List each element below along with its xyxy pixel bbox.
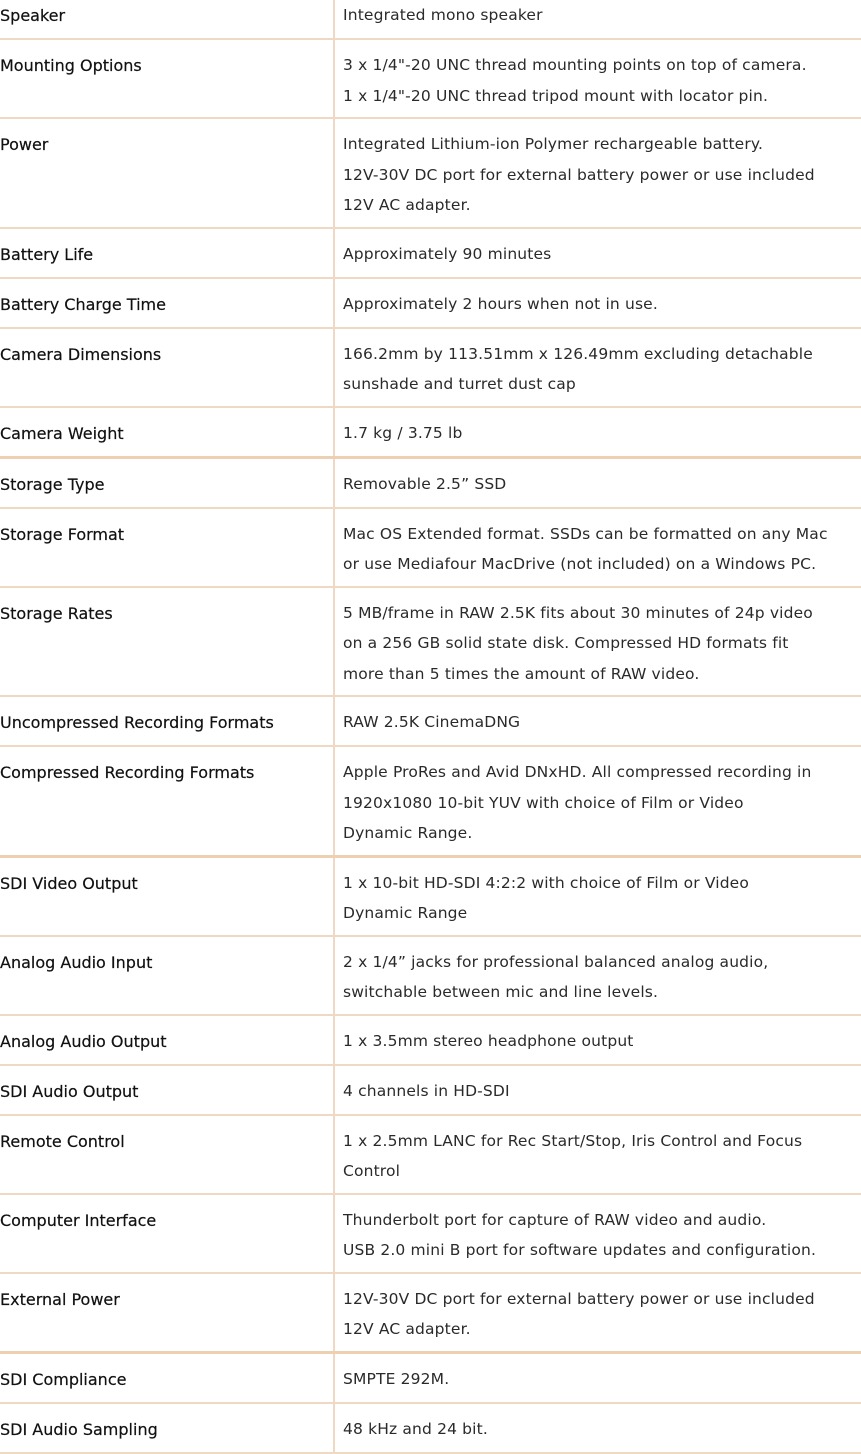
spec-row (0, 587, 861, 697)
spec-value-cell (334, 278, 861, 328)
spec-value-cell (334, 1194, 861, 1273)
spec-value-line: switchable between mic and line levels. (343, 983, 659, 1001)
spec-label: Storage Rates (0, 603, 113, 623)
spec-label-cell (0, 407, 334, 458)
spec-value-cell (334, 228, 861, 278)
spec-value-line: Integrated mono speaker (343, 6, 543, 24)
spec-value-line: Control (343, 1162, 401, 1180)
spec-value-line: more than 5 times the amount of RAW video. (343, 664, 700, 683)
spec-value-cell (334, 1403, 861, 1453)
spec-label-cell (0, 856, 334, 936)
spec-value-cell (334, 746, 861, 856)
spec-value-cell (334, 936, 861, 1015)
spec-value-line: Thunderbolt port for capture of RAW video and audio. (343, 1210, 767, 1229)
spec-value-cell (334, 587, 861, 697)
spec-value-line: sunshade and turret dust cap (343, 375, 576, 393)
spec-value-line: Apple ProRes and Avid DNxHD. All compressed recording in (343, 763, 812, 781)
spec-value-line: 3 x 1/4"-20 UNC thread mounting points on top of camera. (343, 56, 807, 74)
spec-value-line: Integrated Lithium-ion Polymer rechargeable battery. (343, 135, 764, 153)
spec-row (0, 1352, 861, 1403)
spec-value-line: Approximately 2 hours when not in use. (343, 294, 658, 313)
spec-label-cell (0, 1403, 334, 1453)
spec-value-line: 12V-30V DC port for external battery power or use included (343, 165, 815, 184)
spec-row (0, 118, 861, 228)
spec-value-line: 48 kHz and 24 bit. (343, 1419, 488, 1438)
spec-label: SDI Audio Sampling (0, 1419, 158, 1439)
spec-value-line: on a 256 GB solid state disk. Compressed HD formats fit (343, 634, 789, 652)
spec-value-cell (334, 696, 861, 746)
spec-value-line: RAW 2.5K CinemaDNG (343, 713, 521, 731)
spec-row (0, 746, 861, 856)
spec-value-cell (334, 508, 861, 587)
spec-label: SDI Video Output (0, 873, 138, 893)
spec-value-cell (334, 1273, 861, 1353)
spec-value-cell (334, 0, 861, 39)
spec-label-cell (0, 1015, 334, 1065)
spec-value-line: 4 channels in HD-SDI (343, 1081, 510, 1100)
spec-value-cell (334, 1115, 861, 1194)
spec-row (0, 1015, 861, 1065)
spec-value-line: 166.2mm by 113.51mm x 126.49mm excluding detachable (343, 344, 813, 363)
spec-label: SDI Audio Output (0, 1081, 139, 1101)
spec-label-cell (0, 1065, 334, 1115)
spec-label: Compressed Recording Formats (0, 763, 255, 782)
spec-value-line: Approximately 90 minutes (343, 244, 552, 263)
spec-label: Remote Control (0, 1131, 125, 1151)
spec-value-line: SMPTE 292M. (343, 1369, 450, 1388)
spec-value-cell (334, 39, 861, 118)
spec-label: Speaker (0, 6, 66, 25)
spec-value-line: Dynamic Range (343, 904, 468, 922)
spec-label: Camera Weight (0, 423, 124, 443)
spec-value-line: Mac OS Extended format. SSDs can be formatted on any Mac (343, 524, 828, 543)
spec-row (0, 328, 861, 407)
spec-value-line: 1.7 kg / 3.75 lb (343, 423, 463, 442)
spec-value-cell (334, 856, 861, 936)
spec-label-cell (0, 1115, 334, 1194)
spec-label-cell (0, 936, 334, 1015)
spec-value-line: 5 MB/frame in RAW 2.5K fits about 30 minutes of 24p video (343, 603, 813, 622)
spec-value-line: 2 x 1/4” jacks for professional balanced analog audio, (343, 952, 769, 971)
spec-label-cell (0, 228, 334, 278)
spec-value-cell (334, 118, 861, 228)
spec-row (0, 278, 861, 328)
spec-value-line: 12V AC adapter. (343, 1320, 471, 1338)
spec-value-line: 1 x 1/4"-20 UNC thread tripod mount with locator pin. (343, 86, 769, 105)
spec-label: Power (0, 135, 49, 154)
spec-label-cell (0, 118, 334, 228)
spec-value-line: 1 x 2.5mm LANC for Rec Start/Stop, Iris Control and Focus (343, 1131, 803, 1150)
spec-label-cell (0, 696, 334, 746)
spec-value-line: Removable 2.5” SSD (343, 474, 507, 493)
spec-label-cell (0, 587, 334, 697)
spec-value-line: 1920x1080 10-bit YUV with choice of Film or Video (343, 793, 744, 812)
spec-label: Storage Format (0, 524, 125, 544)
spec-value-line: 1 x 10-bit HD-SDI 4:2:2 with choice of Film or Video (343, 873, 750, 892)
spec-row (0, 0, 861, 39)
spec-label: SDI Compliance (0, 1369, 127, 1389)
spec-row (0, 1273, 861, 1353)
spec-value-cell (334, 1015, 861, 1065)
spec-label-cell (0, 1194, 334, 1273)
spec-label-cell (0, 1352, 334, 1403)
spec-label-cell (0, 0, 334, 39)
spec-value-line: USB 2.0 mini B port for software updates and configuration. (343, 1241, 817, 1259)
spec-label: Battery Life (0, 244, 94, 264)
spec-label-cell (0, 457, 334, 508)
spec-label-cell (0, 746, 334, 856)
spec-row (0, 1065, 861, 1115)
spec-row (0, 856, 861, 936)
spec-value-cell (334, 407, 861, 458)
spec-row (0, 696, 861, 746)
spec-row (0, 1403, 861, 1453)
spec-value-line: Dynamic Range. (343, 824, 473, 842)
spec-label-cell (0, 1273, 334, 1353)
spec-value-cell (334, 1352, 861, 1403)
spec-label: Computer Interface (0, 1210, 157, 1230)
spec-value-cell (334, 1065, 861, 1115)
spec-label-cell (0, 39, 334, 118)
spec-value-cell (334, 328, 861, 407)
spec-row (0, 936, 861, 1015)
spec-row (0, 508, 861, 587)
spec-label: Uncompressed Recording Formats (0, 713, 274, 732)
spec-label: Battery Charge Time (0, 294, 166, 314)
spec-value-line: 12V-30V DC port for external battery power or use included (343, 1289, 815, 1308)
spec-row (0, 407, 861, 458)
spec-label-cell (0, 508, 334, 587)
spec-row (0, 1194, 861, 1273)
spec-row (0, 457, 861, 508)
spec-label-cell (0, 278, 334, 328)
spec-label: Camera Dimensions (0, 344, 162, 364)
spec-row (0, 228, 861, 278)
spec-label-cell (0, 328, 334, 407)
spec-row (0, 1115, 861, 1194)
spec-label: Analog Audio Output (0, 1031, 167, 1051)
spec-label: Mounting Options (0, 56, 142, 75)
spec-label: Storage Type (0, 474, 105, 494)
spec-value-cell (334, 457, 861, 508)
spec-value-line: 12V AC adapter. (343, 196, 471, 214)
spec-value-line: 1 x 3.5mm stereo headphone output (343, 1031, 634, 1050)
spec-label: External Power (0, 1289, 120, 1309)
spec-row (0, 39, 861, 118)
spec-label: Analog Audio Input (0, 952, 153, 972)
spec-value-line: or use Mediafour MacDrive (not included) on a Windows PC. (343, 555, 817, 573)
